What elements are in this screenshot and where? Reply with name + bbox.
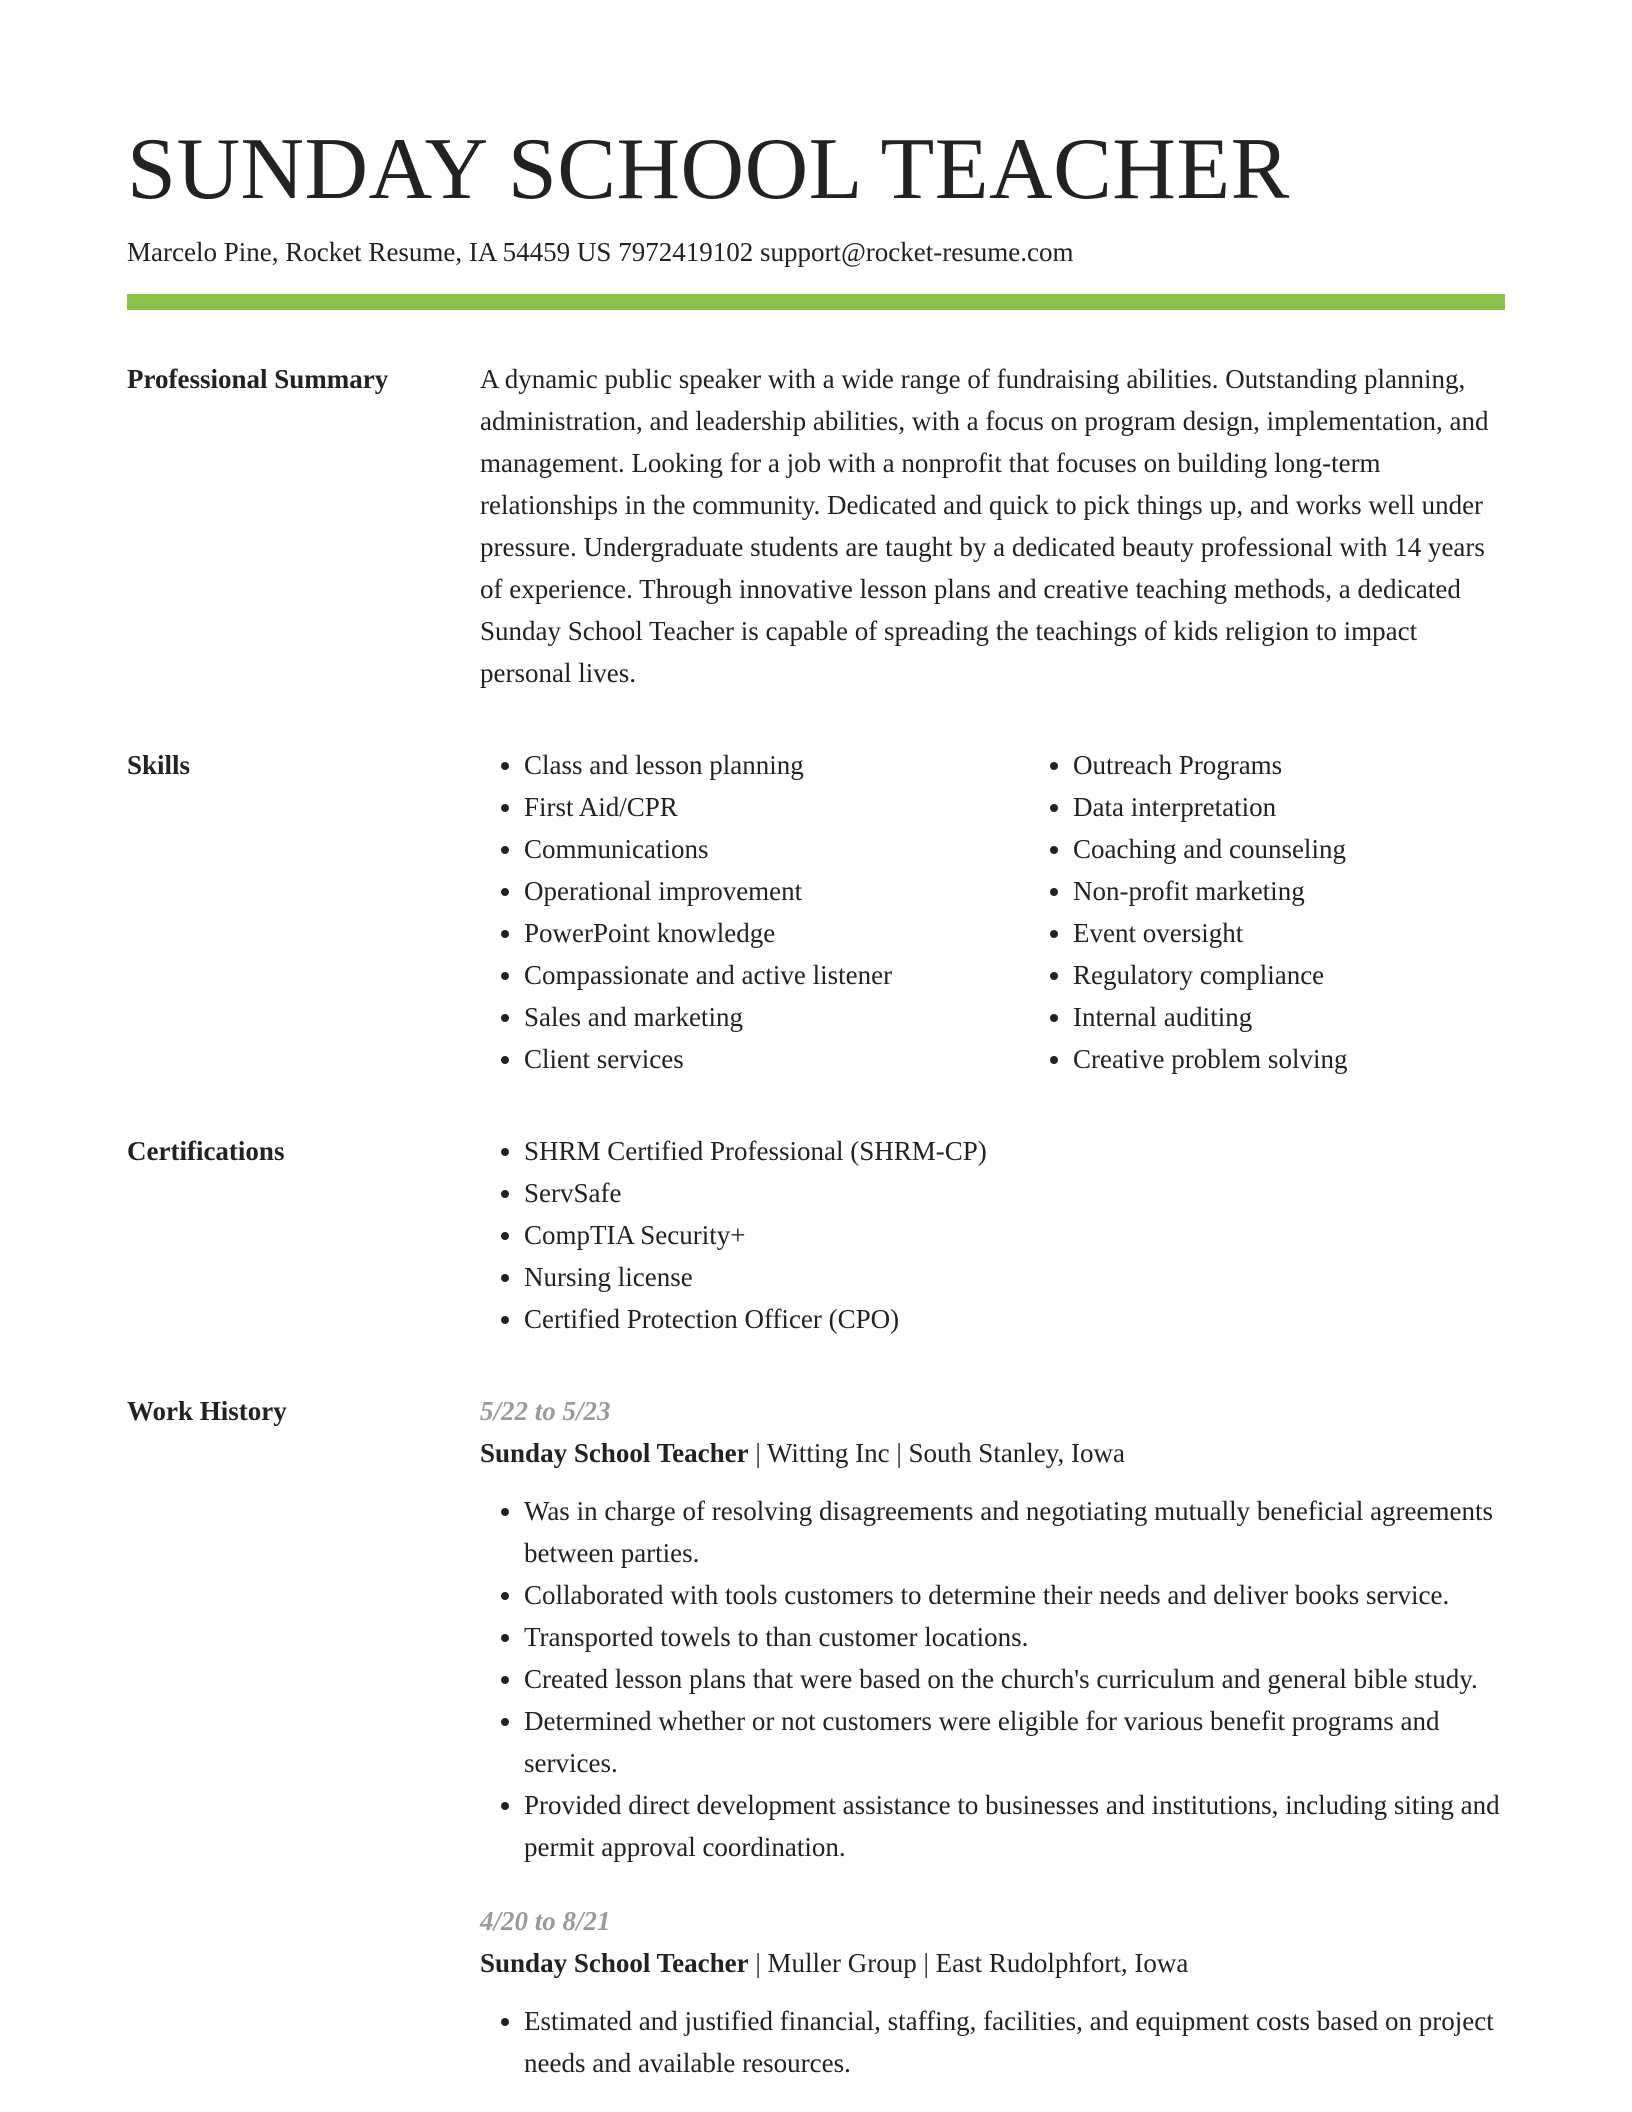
job-role: Sunday School Teacher (480, 1948, 749, 1978)
skills-content (480, 744, 1578, 1080)
job-bullet: • Estimated and justified financial, staffing, facilities, and equipment costs based on project needs and available resources. (524, 2000, 1505, 2084)
resume-title: SUNDAY SCHOOL TEACHER (127, 121, 1290, 218)
job-bullets (480, 1490, 1505, 1868)
skill-item: • Compassionate and active listener (524, 954, 1029, 996)
summary-content (480, 358, 1505, 694)
skill-item: • Non-profit marketing (1073, 870, 1578, 912)
skills-section (127, 744, 1505, 1080)
skill-item: • Communications (524, 828, 1029, 870)
job-role: Sunday School Teacher (480, 1438, 749, 1468)
job-company-location: | Witting Inc | South Stanley, Iowa (748, 1438, 1126, 1468)
job-title-line (480, 1942, 1505, 1984)
skills-list-left (480, 744, 1029, 1080)
skill-item: • Sales and marketing (524, 996, 1029, 1038)
skill-item: • Event oversight (1073, 912, 1578, 954)
skill-item: • Data interpretation (1073, 786, 1578, 828)
job-bullets (480, 2000, 1505, 2084)
skill-item: • Client services (524, 1038, 1029, 1080)
job-entry (480, 1900, 1505, 2084)
certifications-list (480, 1130, 1505, 1340)
job-dates: 4/20 to 8/21 (480, 1906, 611, 1936)
job-bullet: • Was in charge of resolving disagreements and negotiating mutually beneficial agreements between parties. (524, 1490, 1505, 1574)
header-divider (127, 294, 1505, 310)
contact-line (127, 234, 1505, 270)
skills-list-right (1029, 744, 1578, 1080)
skill-item: • Outreach Programs (1073, 744, 1578, 786)
skill-item: • Creative problem solving (1073, 1038, 1578, 1080)
skill-item: • PowerPoint knowledge (524, 912, 1029, 954)
certifications-section (127, 1130, 1505, 1340)
job-entry (480, 1390, 1505, 1868)
certification-item: • Certified Protection Officer (CPO) (524, 1298, 1505, 1340)
skill-item: • Class and lesson planning (524, 744, 1029, 786)
certification-item: • SHRM Certified Professional (SHRM-CP) (524, 1130, 1505, 1172)
skill-item: • First Aid/CPR (524, 786, 1029, 828)
job-bullet: • Determined whether or not customers were eligible for various benefit programs and services. (524, 1700, 1505, 1784)
certification-item: • Nursing license (524, 1256, 1505, 1298)
job-bullet: • Transported towels to than customer locations. (524, 1616, 1505, 1658)
job-title-line (480, 1432, 1505, 1474)
skill-item: • Operational improvement (524, 870, 1029, 912)
certifications-content (480, 1130, 1505, 1340)
work-history-content (480, 1390, 1505, 2084)
section-label-skills: Skills (127, 750, 191, 780)
section-label-work-history: Work History (127, 1396, 287, 1426)
certification-item: • ServSafe (524, 1172, 1505, 1214)
section-label-summary: Professional Summary (127, 364, 389, 394)
work-history-section (127, 1390, 1505, 2084)
resume-page (127, 118, 1505, 2084)
summary-section (127, 358, 1505, 694)
skill-item: • Coaching and counseling (1073, 828, 1578, 870)
contact-phone: 7972419102 (618, 237, 754, 267)
job-bullet: • Collaborated with tools customers to determine their needs and deliver books service. (524, 1574, 1505, 1616)
skill-item: • Internal auditing (1073, 996, 1578, 1038)
summary-text: A dynamic public speaker with a wide range of fundraising abilities. Outstanding planning, administration, and leadership abilities, with a focus on program design, implementation, and management. Looking for a job with a nonprofit that focuses on building long-term relationships in the community. Dedicated and quick to pick things up, and works well under pressure. Undergraduate students are taught by a dedicated beauty professional with 14 years of experience. Through innovative lesson plans and creative teaching methods, a dedicated Sunday School Teacher is capable of spreading the teachings of kids religion to impact personal lives. (480, 364, 1489, 688)
job-bullet: • Provided direct development assistance to businesses and institutions, including siting and permit approval coordination. (524, 1784, 1505, 1868)
contact-email: support@rocket-resume.com (759, 237, 1074, 267)
job-company-location: | Muller Group | East Rudolphfort, Iowa (748, 1948, 1189, 1978)
contact-name-address: Marcelo Pine, Rocket Resume, IA 54459 US (127, 237, 612, 267)
section-label-certifications: Certifications (127, 1136, 285, 1166)
job-dates: 5/22 to 5/23 (480, 1396, 611, 1426)
certification-item: • CompTIA Security+ (524, 1214, 1505, 1256)
skill-item: • Regulatory compliance (1073, 954, 1578, 996)
job-bullet: • Created lesson plans that were based on the church's curriculum and general bible study. (524, 1658, 1505, 1700)
